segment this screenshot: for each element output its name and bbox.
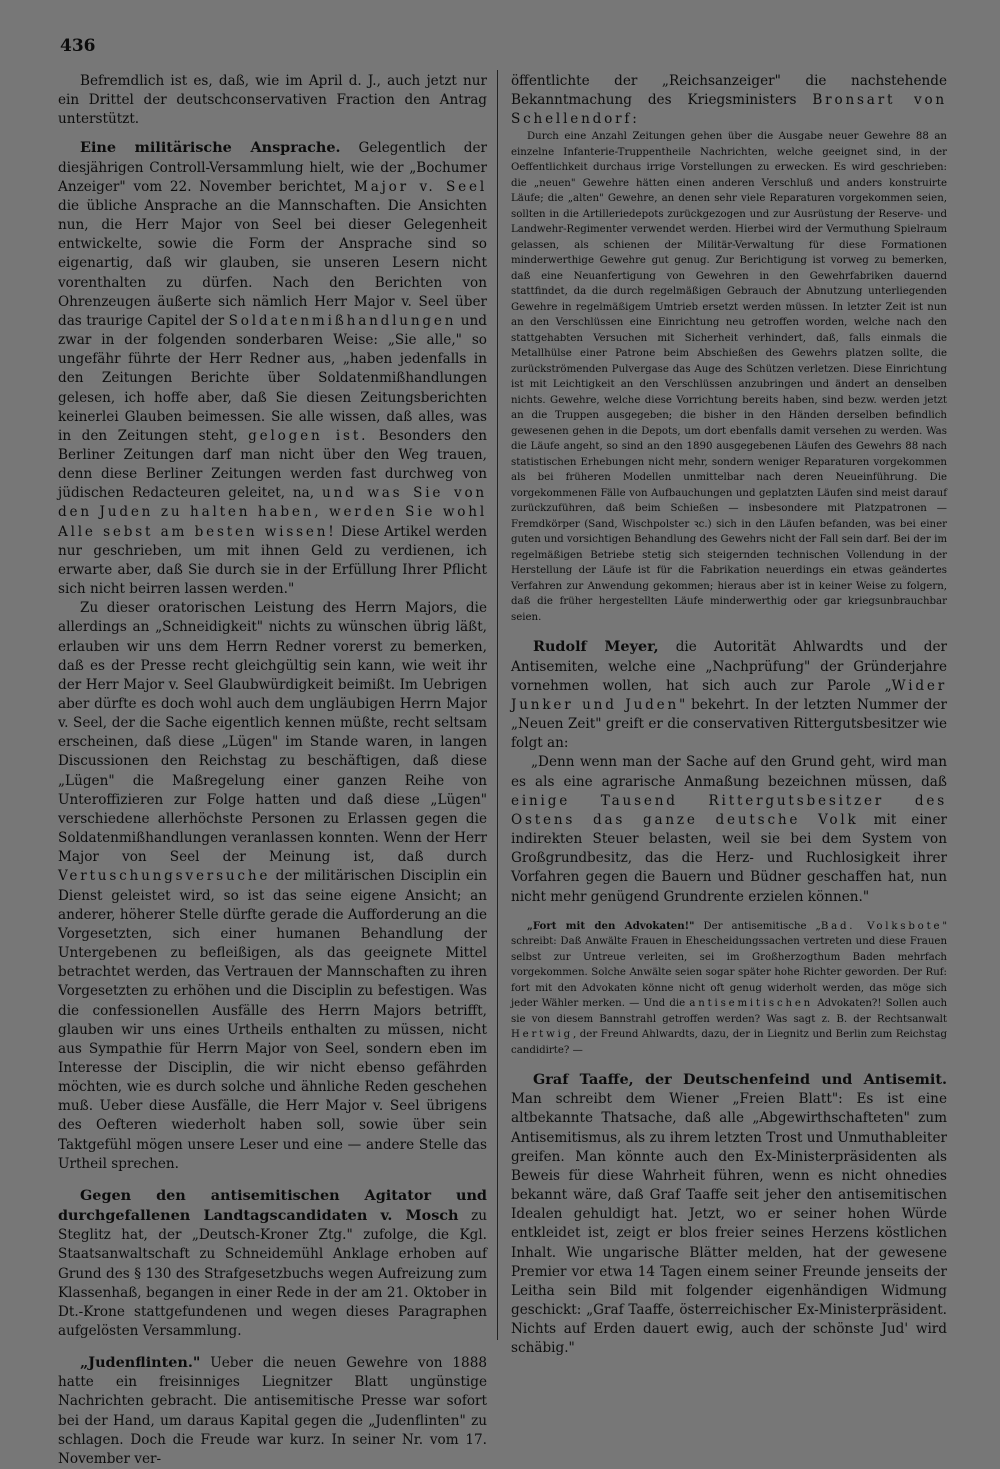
article-heading: Rudolf Meyer, [533,638,659,656]
quote-neue-zeit: „Denn wenn man der Sache auf den Grund geht, wird man es als eine agrarische Anmaßung bezeichnen müssen, daß einige Tausend Rittergutsbesitzer des Ostens das ganze deutsche Volk mit einer indirekten Steuer belasten, weil sie bei dem System von Großgrundbesitz, das die Herz- und Ruchlosigkeit ihrer Vorfahren gegen die Bauern und Büdner geschaffen hat, nun nicht mehr genügend Grundrente erzielen können." [511,754,947,905]
article-heading: Graf Taaffe, der Deutschenfeind und Antisemit. [533,1071,947,1089]
article-rudolf-meyer: Rudolf Meyer, die Autorität Ahlwardts und der Antisemiten, welche eine „Nachprüfung" der Gründerjahre vornehmen wollen, hat sich auch zur Parole „Wider Junker und Juden" bekehrt. In der letzten Nummer der „Neuen Zeit" greift er die conservativen Rittergutsbesitzer wie folgt an: [511,638,947,752]
paragraph-commentary: Zu dieser oratorischen Leistung des Herrn Majors, die allerdings an „Schneidigkeit" nichts zu wünschen übrig läßt, erlauben wir uns dem Herrn Redner vorerst zu bemerken, daß es der Presse recht gleichgültig sein kann, wie weit ihr der Herr Major v. Seel Glaubwürdigkeit beimißt. Im Uebrigen aber dürfte es doch wohl auch dem ungläubigen Herrn Major v. Seel, der die Sache eigentlich kennen müßte, recht seltsam erscheinen, daß diese „Lügen" im Stande waren, in langen Discussionen den Reichstag zu beschäftigen, daß diese „Lügen" die Maßregelung einer ganzen Reihe von Unteroffizieren zur Folge hatten und daß diese „Lügen" verschiedene allerhöchste Personen zu Erlassen gegen die Soldatenmißhandlungen veranlassen konnten. Wenn der Herr Major von Seel der Meinung ist, daß durch Vertuschungsversuche der militärischen Disciplin ein Dienst geleistet wird, so ist das seine eigene Ansicht; an anderer, höherer Stelle dürfte gerade die Aufforderung an die Vorgesetzten, sich einer humanen Behandlung der Untergebenen zu befleißigen, als das geeignete Mittel betrachtet werden, das Vertrauen der Mannschaften zu ihren Vorgesetzten zu erhöhen und die Disciplin zu befestigen. Was die confessionellen Ausfälle des Herrn Majors betrifft, glauben wir uns eines Urtheils enthalten zu müssen, nicht aus Sympathie für Herrn Major von Seel, sondern eben im Interesse der Disciplin, die wir nicht ebenso gefährden möchten, wie es durch solche und ähnliche Reden geschehen muß. Ueber diese Ausfälle, die Herr Major v. Seel übrigens des Oefteren wiederholt haben soll, sowie über sein Taktgefühl mögen unsere Leser und eine — andere Stelle das Urtheil sprechen. [58,600,487,1172]
article-graf-taaffe: Graf Taaffe, der Deutschenfeind und Antisemit. Man schreibt dem Wiener „Freien Blatt": Es ist eine altbekannte Thatsache, daß alle „Abgewirthschafteten" zum Antisemitismus, als zu ihrem letzten Trost und Unmuthableiter greifen. Man könnte auch den Ex-Ministerpräsidenten als Beweis für diese Wahrheit führen, wenn es nicht ohnedies bekannt wäre, daß Graf Taaffe seit jeher den antisemitischen Idealen gehuldigt hat. Jetzt, wo er seiner hohen Würde entkleidet ist, zeigt er blos freier seines Herzens köstlichen Inhalt. Wie ungarische Blätter melden, hat der gewesene Premier vor etwa 14 Tagen einem seiner Freunde jenseits der Leitha sein Bild mit folgender eigenhändigen Widmung geschickt: „Graf Taaffe, österreichischer Ex-Ministerpräsident. Nichts auf Erden dauert ewig, auch der schönste Jud' wird schäbig." [511,1071,947,1357]
bekanntmachung-text: Durch eine Anzahl Zeitungen gehen über die Ausgabe neuer Gewehre 88 an einzelne Infanterie-Truppentheile Nachrichten, welche geeignet sind, in der Oeffentlichkeit durchaus irrige Vorstellungen zu erwecken. Es wird geschrieben: die „neuen" Gewehre hätten einen anderen Verschluß und anders konstruirte Läufe; die „alten" Gewehre, an denen sehr viele Reparaturen vorgekommen seien, sollten in die Artilleriedepots zurückgezogen und zur Ausrüstung der Reserve- und Landwehr-Regimenter verwendet werden. Hierbei wird der Vermuthung Spielraum gelassen, als schienen der Militär-Verwaltung für diese Formationen minderwerthige Gewehre gut genug. Zur Berichtigung ist vorweg zu bemerken, daß eine Neuanfertigung von Gewehren in den Gewehrfabriken dauernd stattfindet, da die durch regelmäßigen Gebrauch der Abnutzung unterliegenden Gewehre in regelmäßigem Umtrieb ersetzt werden müssen. In letzter Zeit ist nun an den Verschlüssen eine Einrichtung neu getroffen worden, welche nach den stattgehabten Versuchen mit Sicherheit verhindert, daß, falls einmals die Metallhülse einer Patrone beim Abschießen des Gewehrs platzen sollte, die zurückströmenden Pulvergase das Auge des Schützen verletzen. Diese Einrichtung ist mit Leichtigkeit an den Verschlüssen anzubringen und ändert an denselben nichts. Gewehre, welche diese Vorrichtung bereits haben, sind bezw. werden jetzt an die Truppen ausgegeben; die bisher in den Händen derselben befindlich gewesenen gehen in die Depots, um dort ebenfalls damit versehen zu werden. Was die Läufe angeht, so sind an den 1890 ausgegebenen Läufen des Gewehrs 88 nach statistischen Erhebungen nicht mehr, sondern weniger Reparaturen vorgekommen als bei früheren Modellen unmittelbar nach deren Neueinführung. Die vorgekommenen Fälle von Aufbauchungen und geplatzten Läufen sind meist darauf zurückzuführen, daß beim Schießen — insbesondere mit Platzpatronen — Fremdkörper (Sand, Wischpolster ꝛc.) sich in den Läufen befanden, was bei einer guten und vorsichtigen Behandlung des Gewehrs nicht der Fall sein darf. Bei der im regelmäßigen Betriebe stetig sich steigernden technischen Vollendung in der Herstellung der Läufe ist für die Fabrikation neuerdings ein etwas geändertes Verfahren zur Anwendung gekommen; hieraus aber ist in keiner Weise zu folgern, daß die früher hergestellten Läufe minderwerthig oder gar kriegsunbrauchbar seien. [511,131,947,623]
article-heading: Eine militärische Ansprache. [80,139,341,157]
right-column [511,72,947,1359]
left-column [58,72,487,1469]
article-heading: „Judenflinten." [80,1354,201,1372]
article-heading: Gegen den antisemitischen Agitator und durchgefallenen Landtagscandidaten v. Mosch [58,1186,487,1225]
article-mosch: Gegen den antisemitischen Agitator und durchgefallenen Landtagscandidaten v. Mosch zu Steglitz hat, der „Deutsch-Kroner Ztg." zufolge, die Kgl. Staatsanwaltschaft zu Schneidemühl Anklage erhoben auf Grund des § 130 des Strafgesetzbuchs wegen Aufreizung zum Klassenhaß, begangen in einer Rede in der am 21. Oktober in Dt.-Krone stattgefundenen und wegen dieses Paragraphen aufgelösten Versammlung. [58,1186,487,1339]
paragraph-reichsanzeiger: öffentlichte der „Reichsanzeiger" die nachstehende Bekanntmachung des Kriegsministers Bronsart von Schellendorf: [511,73,947,128]
article-judenflinten: „Judenflinten." Ueber die neuen Gewehre von 1888 hatte ein freisinniges Liegnitzer Blatt ungünstige Nachrichten gebracht. Die antisemitische Presse war sofort bei der Hand, um daraus Kapital gegen die „Judenflinten" zu schlagen. Doch die Freude war kurz. In seiner Nr. vom 17. November ver- [58,1354,487,1467]
page-number: 436 [60,36,96,56]
paragraph-antrag: Befremdlich ist es, daß, wie im April d. J., auch jetzt nur ein Drittel der deutschconservativen Fraction den Antrag unterstützt. [58,73,487,128]
article-militaerische-ansprache: Eine militärische Ansprache. Gelegentlich der diesjährigen Controll-Versammlung hielt, wie der „Bochumer Anzeiger" vom 22. November berichtet, Major v. Seel die übliche Ansprache an die Mannschaften. Die Ansichten nun, die Herr Major von Seel bei dieser Gelegenheit entwickelte, sowie die Form der Ansprache sind so eigenartig, daß wir glauben, sie unseren Lesern nicht vorenthalten zu dürfen. Nach den Berichten von Ohrenzeugen äußerte sich nämlich Herr Major v. Seel über das traurige Capitel der Soldatenmißhandlungen und zwar in der folgenden sonderbaren Weise: „Sie alle," so ungefähr führte der Herr Redner aus, „haben jedenfalls in den Zeitungen Berichte über Soldatenmißhandlungen gelesen, ich hoffe aber, daß Sie diesen Zeitungsberichten keinerlei Glauben beimessen. Sie alle wissen, daß alles, was in den Zeitungen steht, gelogen ist. Besonders den Berliner Zeitungen darf man nicht über den Weg trauen, denn diese Berliner Zeitungen werden fast durchweg von jüdischen Redacteuren geleitet, na, und was Sie von den Juden zu halten haben, werden Sie wohl Alle sebst am besten wissen! Diese Artikel werden nur geschrieben, um mit ihnen Geld zu verdienen, ich erwarte aber, daß Sie durch sie in der Erfüllung Ihrer Pflicht sich nicht beirren lassen werden." [58,139,487,598]
article-fort-mit-den-advokaten: „Fort mit den Advokaten!" Der antisemitische „Bad. Volksbote" schreibt: Daß Anwälte Frauen in Ehescheidungssachen vertreten und diese Frauen selbst zur Untreue verleiten, sei im Großherzogthum Baden mehrfach vorgekommen. Solche Anwälte seien sogar später hohe Richter geworden. Der Ruf: fort mit den Advokaten könne nicht oft genug widerholt werden, das möge sich jeder Wähler merken. — Und die antisemitischen Advokaten?! Sollen auch sie von diesem Bannstrahl getroffen werden? Was sagt z. B. der Rechtsanwalt Hertwig, der Freund Ahlwardts, dazu, der in Liegnitz und Berlin zum Reichstag candidirte? — [511,919,948,1056]
article-heading: „Fort mit den Advokaten!" [527,919,695,932]
column-rule [497,70,498,1340]
